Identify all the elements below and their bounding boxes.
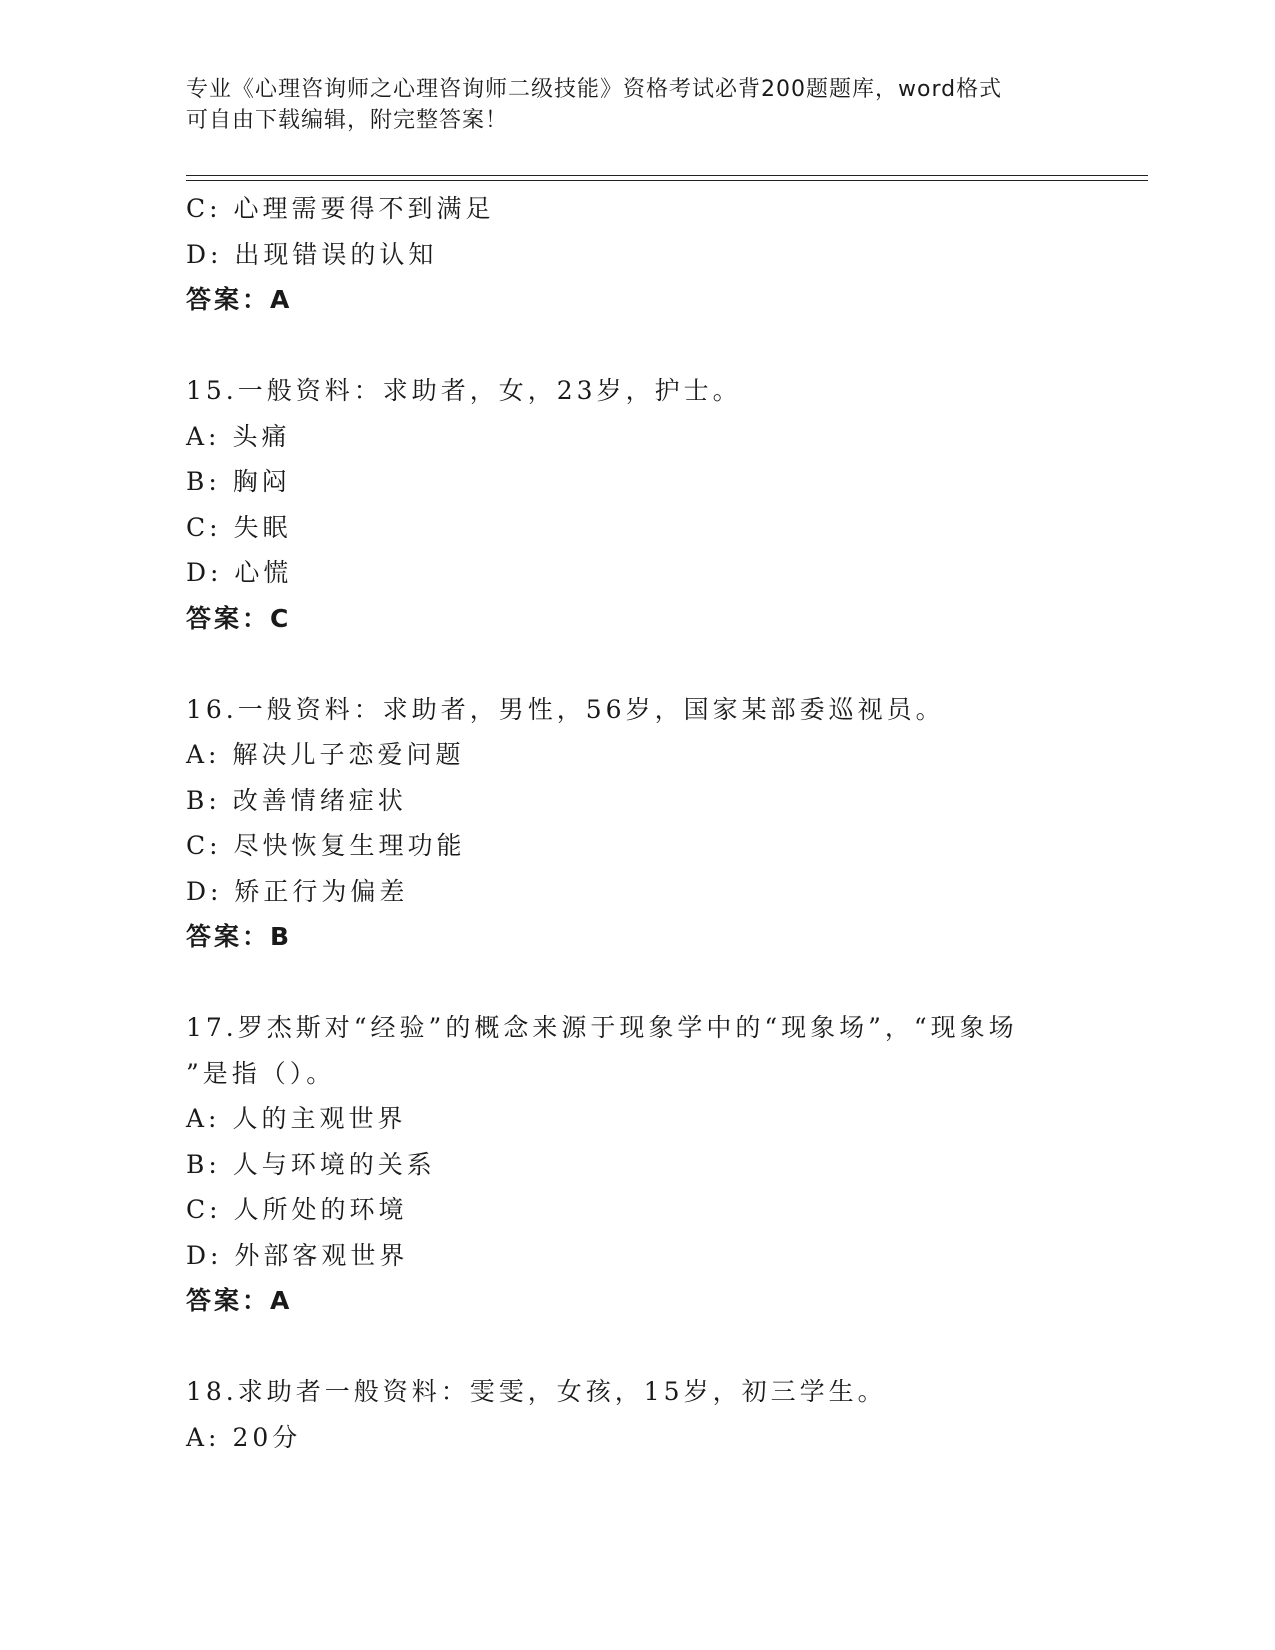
option-line bbox=[186, 414, 1086, 460]
header-line-2: 可自由下载编辑，附完整答案！ bbox=[186, 108, 509, 133]
question-stem: 15.一般资料：求助者，女，23岁，护士。 bbox=[186, 376, 742, 405]
option-text: 心理需要得不到满足 bbox=[233, 194, 495, 223]
option-label: C: bbox=[186, 831, 222, 860]
option-line bbox=[186, 1233, 1086, 1279]
answer-line: 答案：A bbox=[186, 1286, 293, 1315]
option-line bbox=[186, 505, 1086, 551]
option-line bbox=[186, 1142, 1086, 1188]
option-line bbox=[186, 823, 1086, 869]
option-label: A: bbox=[186, 421, 221, 451]
question-17 bbox=[186, 1005, 1086, 1324]
option-line bbox=[186, 1096, 1086, 1142]
option-label: B: bbox=[186, 1149, 221, 1179]
option-line bbox=[186, 1187, 1086, 1233]
option-text: 解决儿子恋爱问题 bbox=[232, 740, 465, 769]
document-header bbox=[186, 74, 1086, 136]
question-stem: 16.一般资料：求助者，男性，56岁，国家某部委巡视员。 bbox=[186, 694, 945, 724]
spacer bbox=[186, 960, 1086, 1006]
option-line bbox=[186, 778, 1086, 824]
option-label: A: bbox=[186, 1422, 221, 1452]
option-label: D: bbox=[186, 1240, 223, 1270]
header-rule-bottom bbox=[186, 180, 1148, 181]
header-line-1: 专业《心理咨询师之心理咨询师二级技能》资格考试必背200题题库，word格式 bbox=[186, 77, 1003, 102]
option-text: 尽快恢复生理功能 bbox=[233, 831, 466, 860]
option-line bbox=[186, 550, 1086, 596]
question-stem: 17.罗杰斯对“经验”的概念来源于现象学中的“现象场”，“现象场 bbox=[186, 1013, 1018, 1042]
answer-line: 答案：B bbox=[186, 922, 293, 951]
question-16 bbox=[186, 687, 1086, 960]
answer-line: 答案：A bbox=[186, 285, 293, 314]
header-rule-top bbox=[186, 175, 1148, 176]
option-label: D: bbox=[186, 558, 223, 587]
option-text: 头痛 bbox=[232, 421, 291, 451]
option-label: B: bbox=[186, 785, 221, 815]
spacer bbox=[186, 1324, 1086, 1370]
option-text: 出现错误的认知 bbox=[234, 239, 438, 269]
answer-line: 答案：C bbox=[186, 603, 292, 633]
option-text: 人与环境的关系 bbox=[232, 1149, 436, 1179]
spacer bbox=[186, 641, 1086, 687]
option-label: B: bbox=[186, 467, 221, 496]
spacer bbox=[186, 323, 1086, 369]
question-14-continued bbox=[186, 186, 1086, 323]
option-line bbox=[186, 232, 1086, 278]
option-label: C: bbox=[186, 1195, 222, 1224]
question-15 bbox=[186, 368, 1086, 641]
question-18 bbox=[186, 1369, 1086, 1460]
option-text: 矫正行为偏差 bbox=[234, 876, 409, 906]
option-label: A: bbox=[186, 740, 221, 769]
option-line bbox=[186, 459, 1086, 505]
option-label: D: bbox=[186, 876, 223, 906]
option-line bbox=[186, 186, 1086, 232]
option-text: 外部客观世界 bbox=[234, 1240, 409, 1270]
option-text: 改善情绪症状 bbox=[232, 785, 407, 815]
option-line bbox=[186, 732, 1086, 778]
question-stem-continued: ”是指（）。 bbox=[186, 1058, 336, 1088]
option-text: 人所处的环境 bbox=[233, 1195, 408, 1224]
question-content bbox=[186, 186, 1086, 1460]
question-stem: 18.求助者一般资料：雯雯，女孩，15岁，初三学生。 bbox=[186, 1377, 887, 1406]
option-text: 失眠 bbox=[233, 512, 292, 542]
option-line bbox=[186, 869, 1086, 915]
option-label: C: bbox=[186, 512, 222, 542]
option-label: D: bbox=[186, 239, 223, 269]
option-label: A: bbox=[186, 1104, 221, 1133]
option-text: 胸闷 bbox=[232, 467, 291, 496]
option-label: C: bbox=[186, 194, 222, 223]
option-text: 人的主观世界 bbox=[232, 1104, 407, 1133]
option-text: 心慌 bbox=[234, 558, 293, 587]
option-line bbox=[186, 1415, 1086, 1461]
option-text: 20分 bbox=[232, 1422, 302, 1452]
